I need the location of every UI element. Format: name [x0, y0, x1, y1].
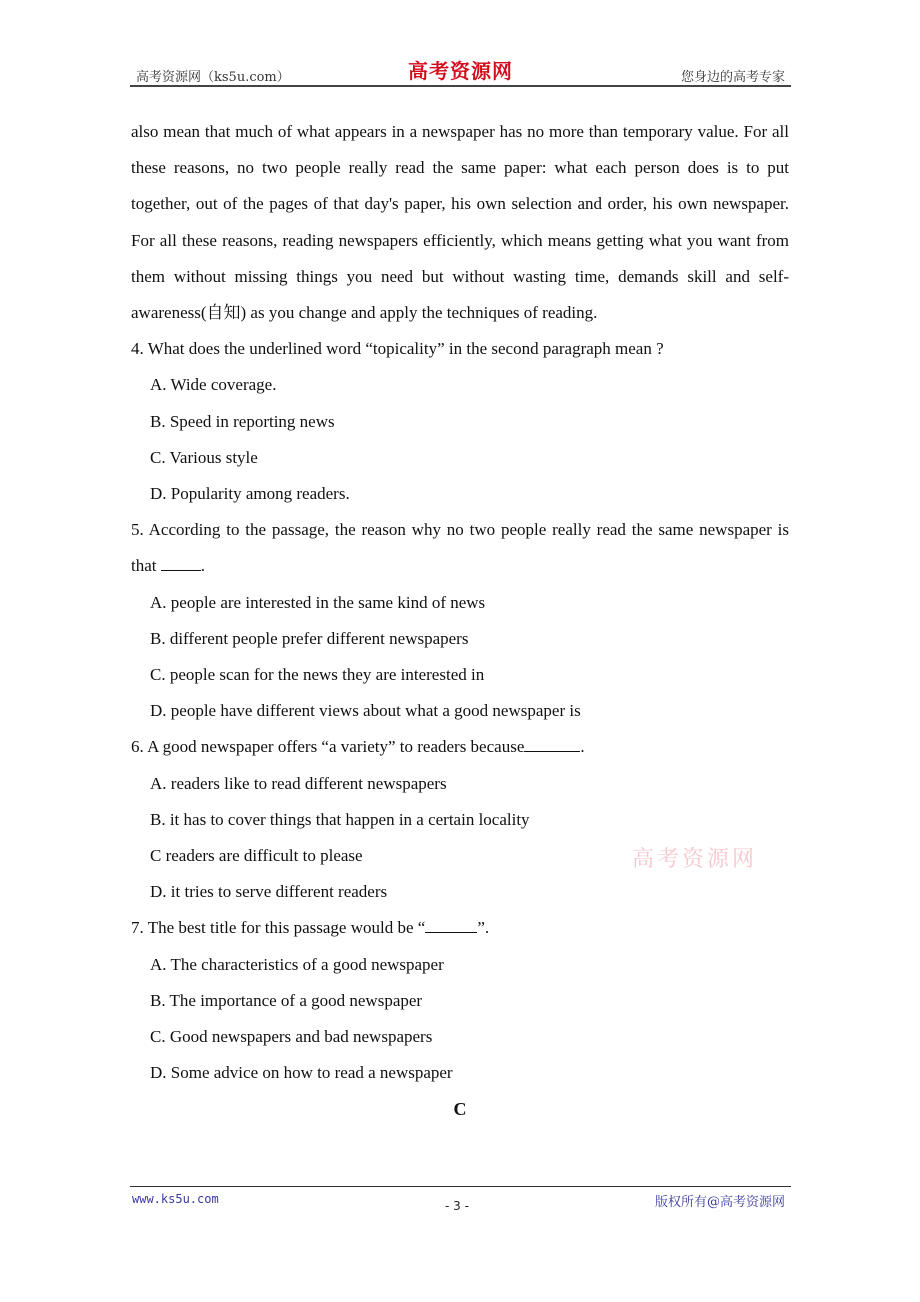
header-rule: [130, 85, 791, 87]
option-b: B. Speed in reporting news: [150, 411, 335, 431]
answer-blank: [524, 737, 580, 752]
page-number: - 3 -: [445, 1199, 469, 1213]
option-b: B. different people prefer different newspapers: [150, 628, 469, 648]
option-c: C readers are difficult to please: [150, 846, 363, 866]
page-footer: [130, 1186, 791, 1216]
question-end: ”.: [477, 918, 490, 938]
footer-website-link[interactable]: www.ks5u.com: [132, 1192, 219, 1206]
footer-rule: [130, 1186, 791, 1187]
page-header: [130, 55, 791, 87]
option-b: B. it has to cover things that happen in a certain locality: [150, 809, 530, 829]
question-number: 4.: [131, 339, 144, 359]
footer-copyright: 版权所有@高考资源网: [654, 1195, 785, 1210]
question-stem: [131, 512, 789, 584]
option-d: D. Popularity among readers.: [150, 484, 350, 504]
question-5: [131, 512, 789, 729]
option-c: C. Good newspapers and bad newspapers: [150, 1027, 433, 1047]
option-c: C. people scan for the news they are interested in: [150, 665, 485, 685]
question-number: 7.: [131, 918, 144, 938]
watermark: 高考资源网: [632, 847, 758, 872]
question-6: [131, 729, 789, 910]
option-a: A. Wide coverage.: [150, 375, 277, 395]
question-text: A good newspaper offers “a variety” to readers because: [147, 737, 525, 757]
question-text: What does the underlined word “topicality” in the second paragraph mean ?: [147, 339, 664, 359]
question-number: 6.: [131, 737, 144, 757]
answer-blank: [425, 918, 477, 933]
question-stem: [131, 729, 789, 765]
question-7: [131, 910, 789, 1091]
header-slogan: 您身边的高考专家: [680, 70, 785, 85]
option-a: A. people are interested in the same kind of news: [150, 592, 486, 612]
option-d: D. Some advice on how to read a newspaper: [150, 1063, 453, 1083]
option-b: B. The importance of a good newspaper: [150, 990, 423, 1010]
option-d: D. people have different views about what a good newspaper is: [150, 701, 581, 721]
header-site-name: 高考资源网（ks5u.com）: [136, 70, 290, 85]
option-a: A. The characteristics of a good newspaper: [150, 954, 444, 974]
option-a: A. readers like to read different newspapers: [150, 773, 447, 793]
question-number: 5.: [131, 520, 144, 540]
question-text: The best title for this passage would be “: [147, 918, 426, 938]
section-heading: C: [453, 1099, 467, 1120]
question-stem: [131, 331, 789, 367]
answer-blank: [161, 556, 201, 571]
question-4: [131, 331, 789, 512]
question-text: According to the passage, the reason why no two people really read the same newspaper is that: [131, 520, 790, 576]
option-d: D. it tries to serve different readers: [150, 882, 388, 902]
header-logo: 高考资源网: [408, 59, 513, 83]
question-stem: [131, 910, 789, 946]
option-c: C. Various style: [150, 447, 258, 467]
question-end: .: [200, 556, 205, 576]
document-content: [131, 114, 789, 1128]
question-end: .: [580, 737, 585, 757]
passage-paragraph: also mean that much of what appears in a newspaper has no more than temporary value. For all these reasons, no two people really read the same paper: what each person does is to put together, out of the pages of that day's paper, his own selection and order, his own newspaper. For all these reasons, reading newspapers efficiently, which means getting what you want from them without missing things you need but without wasting time, demands skill and self- awareness(自知) as you change and apply the techniques of reading.: [131, 122, 789, 323]
